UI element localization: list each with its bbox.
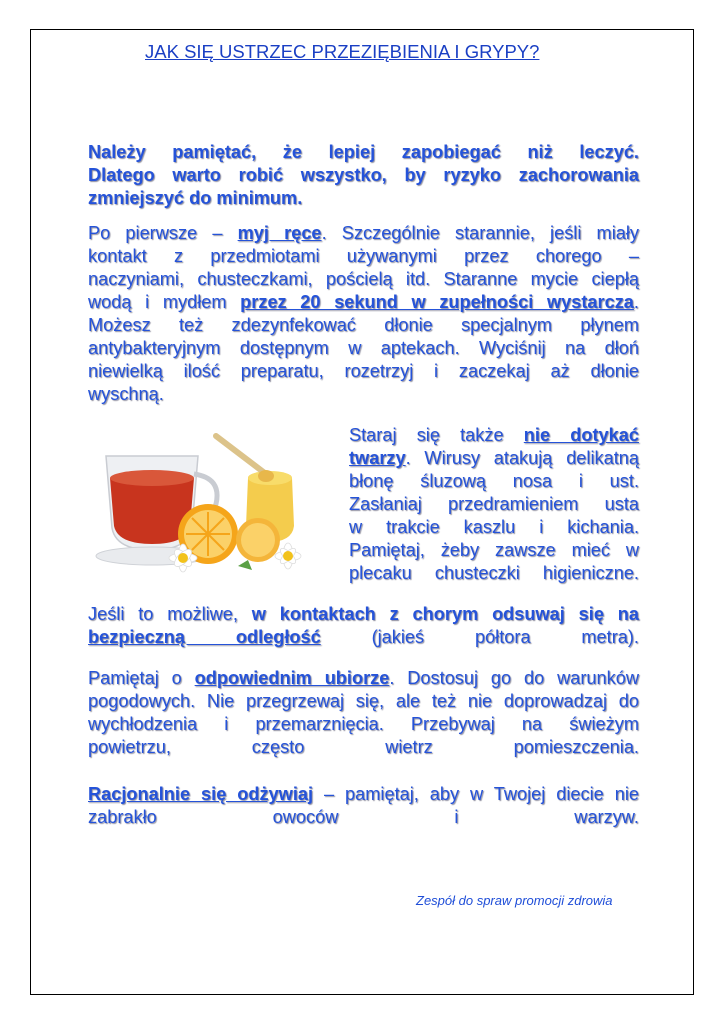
hands-text: .	[633, 292, 639, 312]
hands-paragraph	[88, 222, 639, 406]
diet-text: – pamiętaj, aby w Twojej diecie nie	[313, 784, 639, 804]
distance-emphasis: w kontaktach z chorym odsuwaj się na	[251, 604, 639, 624]
twenty-seconds-emphasis: przez 20 sekund w zupełności wystarcza	[240, 292, 634, 312]
wash-hands-emphasis: myj ręce	[237, 223, 322, 243]
diet-paragraph	[88, 783, 639, 829]
intro-paragraph	[88, 141, 639, 210]
face-line: w trakcie kaszlu i kichania.	[349, 517, 639, 537]
safe-distance-emphasis: bezpieczną odległość	[88, 627, 321, 647]
proper-clothing-emphasis: odpowiednim ubiorze	[194, 668, 390, 688]
face-text: . Wirusy atakują delikatną	[405, 448, 639, 468]
clothing-text: Pamiętaj o	[88, 668, 195, 688]
face-emphasis: twarzy	[349, 448, 406, 468]
hands-line: naczyniami, chusteczkami, pościelą itd. Staranne mycie ciepłą	[88, 269, 639, 289]
hands-line: kontakt z przedmiotami używanymi przez chorego –	[88, 246, 639, 266]
face-line: błonę śluzową nosa i ust.	[349, 471, 639, 491]
clothing-line: powietrzu, często wietrz pomieszczenia.	[88, 737, 639, 757]
face-line: plecaku chusteczki higieniczne.	[349, 563, 639, 583]
no-touch-face-emphasis: nie dotykać	[523, 425, 639, 445]
footer-signature: Zespół do spraw promocji zdrowia	[416, 893, 613, 908]
hands-line: niewielką ilość preparatu, rozetrzyj i zaczekaj aż dłonie	[88, 361, 639, 381]
distance-text: Jeśli to możliwe,	[88, 604, 252, 624]
hands-text: wodą i mydłem	[88, 292, 241, 312]
distance-paragraph	[88, 603, 639, 649]
hands-line: wyschną.	[88, 384, 164, 404]
hands-line: Możesz też zdezynfekować dłonie specjalnym płynem	[88, 315, 639, 335]
face-text: Staraj się także	[349, 425, 524, 445]
diet-line: zabrakło owoców i warzyw.	[88, 807, 639, 827]
tea-lemon-honey-image	[88, 416, 338, 581]
healthy-diet-emphasis: Racjonalnie się odżywiaj	[88, 784, 314, 804]
intro-line: Dlatego warto robić wszystko, by ryzyko zachorowania	[88, 165, 639, 185]
face-paragraph	[349, 424, 639, 585]
intro-line: zmniejszyć do minimum.	[88, 188, 303, 208]
distance-text: (jakieś półtora metra).	[320, 627, 639, 647]
face-line: Zasłaniaj przedramieniem usta	[349, 494, 639, 514]
intro-line: Należy pamiętać, że lepiej zapobiegać niż leczyć.	[88, 142, 639, 162]
clothing-paragraph	[88, 667, 639, 759]
clothing-line: wychłodzenia i przemarznięcia. Przebywaj na świeżym	[88, 714, 639, 734]
page-title: JAK SIĘ USTRZEC PRZEZIĘBIENIA I GRYPY?	[145, 41, 540, 62]
hands-text: . Szczególnie starannie, jeśli miały	[321, 223, 639, 243]
clothing-text: . Dostosuj go do warunków	[389, 668, 640, 688]
face-line: Pamiętaj, żeby zawsze mieć w	[349, 540, 639, 560]
clothing-line: pogodowych. Nie przegrzewaj się, ale też nie doprowadzaj do	[88, 691, 639, 711]
hands-line: antybakteryjnym dostępnym w aptekach. Wyciśnij na dłoń	[88, 338, 639, 358]
hands-text: Po pierwsze –	[88, 223, 238, 243]
